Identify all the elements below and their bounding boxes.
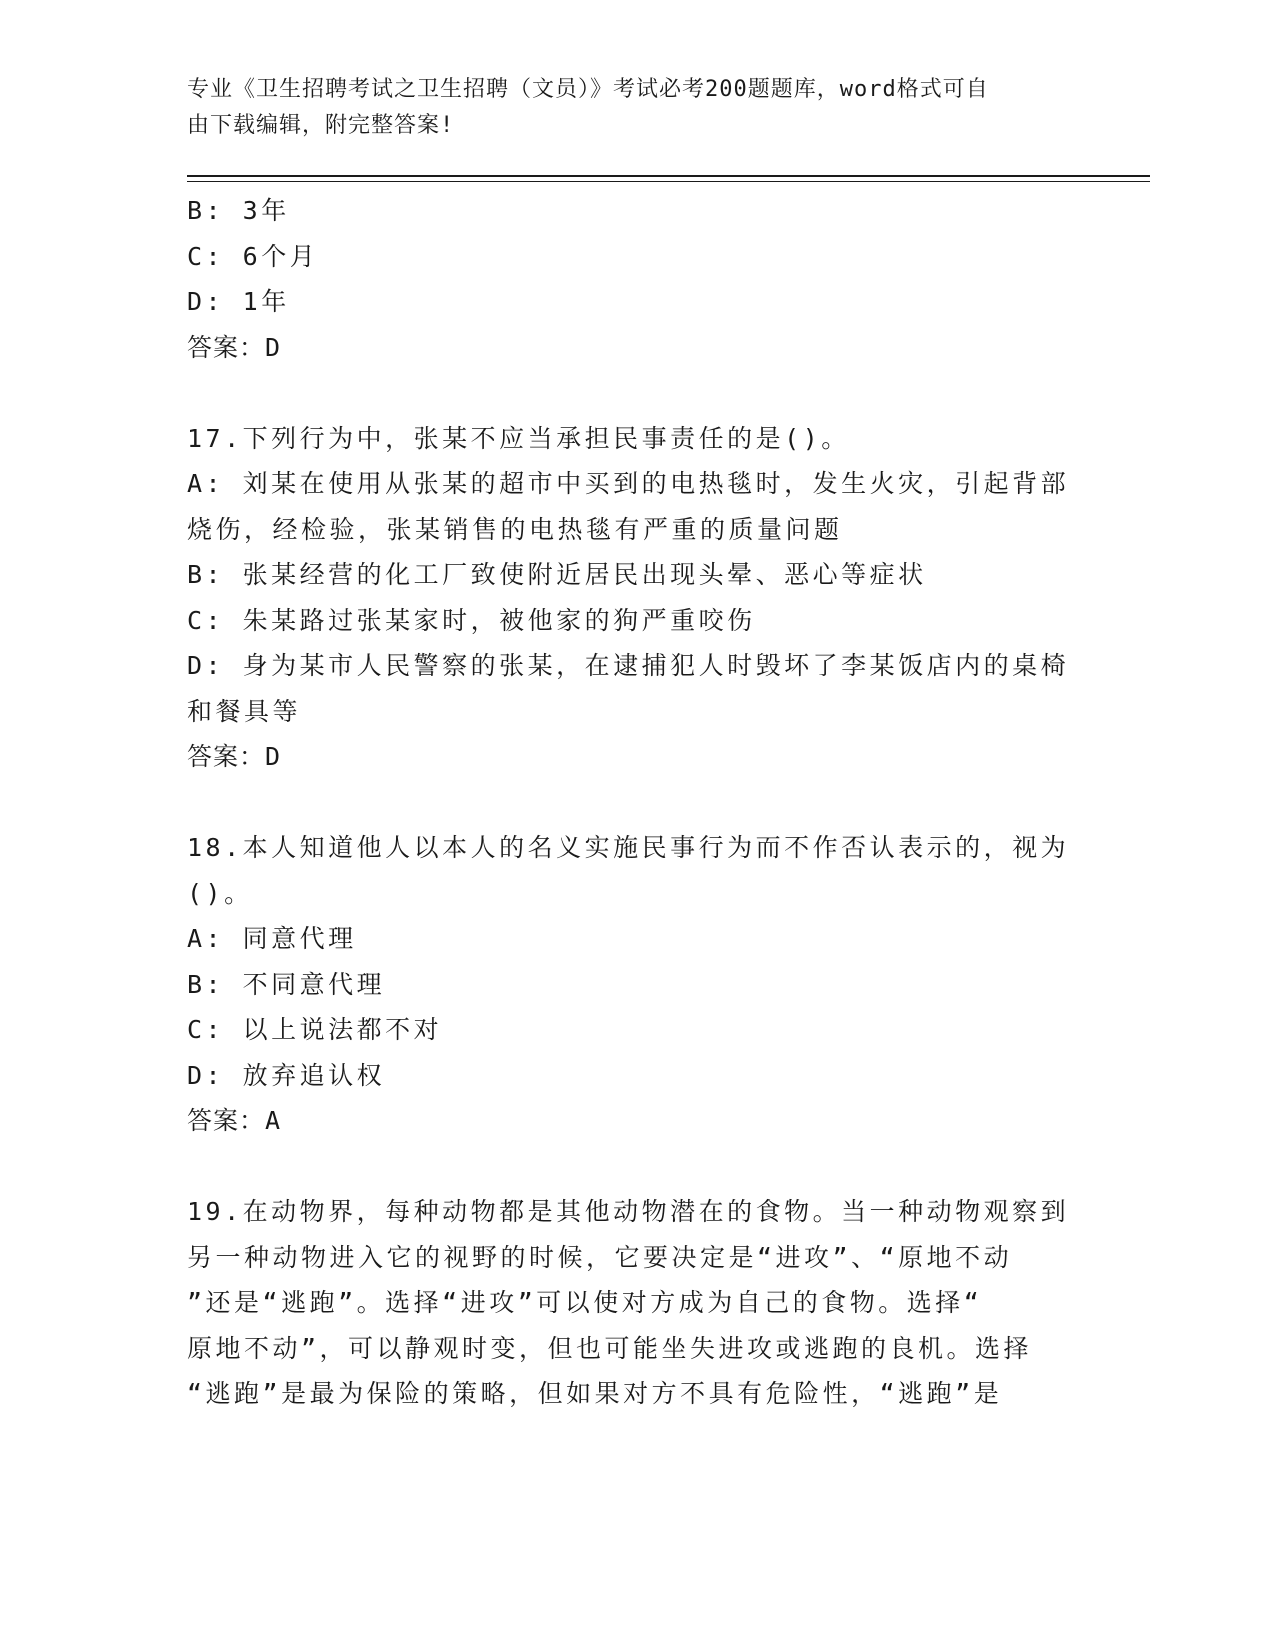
question-text-line-4: 原地不动”，可以静观时变，但也可能坐失进攻或逃跑的良机。选择: [187, 1333, 1033, 1363]
question-text-line-2: ()。: [187, 878, 253, 908]
question-17: [187, 416, 1077, 780]
question-19: [187, 1189, 1077, 1417]
option-b: B: 3年: [187, 196, 290, 225]
answer-label: 答案：: [187, 332, 266, 362]
answer-label: 答案：: [187, 742, 266, 771]
answer-label: 答案：: [187, 1106, 266, 1135]
option-d: D: 1年: [187, 287, 290, 316]
question-text-line-5: “逃跑”是最为保险的策略，但如果对方不具有危险性，“逃跑”是: [187, 1379, 1003, 1408]
answer-value: D: [265, 742, 282, 771]
question-text-line-1: 19.在动物界，每种动物都是其他动物潜在的食物。当一种动物观察到: [187, 1197, 1070, 1226]
option-a-line-2: 烧伤，经检验，张某销售的电热毯有严重的质量问题: [187, 514, 843, 544]
option-c: C: 6个月: [187, 241, 319, 271]
answer-line: [187, 325, 1077, 371]
question-text-line-1: 18.本人知道他人以本人的名义实施民事行为而不作否认表示的，视为: [187, 833, 1070, 862]
question-16-continued: [187, 188, 1077, 370]
header-line-1: 专业《卫生招聘考试之卫生招聘（文员）》考试必考200题题库，word格式可自: [187, 77, 989, 102]
option-c: C: 以上说法都不对: [187, 1015, 443, 1044]
option-b: B: 不同意代理: [187, 969, 386, 999]
document-header: [187, 72, 1067, 144]
question-text-line-3: ”还是“逃跑”。选择“进攻”可以使对方成为自己的食物。选择“: [187, 1288, 983, 1317]
option-c: C: 朱某路过张某家时，被他家的狗严重咬伤: [187, 605, 756, 635]
document-body: [187, 188, 1077, 1417]
answer-line: [187, 734, 1077, 780]
answer-value: D: [265, 332, 282, 362]
header-divider-thick: [187, 175, 1150, 177]
answer-line: [187, 1098, 1077, 1144]
option-b: B: 张某经营的化工厂致使附近居民出现头晕、恶心等症状: [187, 560, 927, 589]
header-divider-thin: [187, 181, 1150, 182]
answer-value: A: [265, 1106, 282, 1135]
question-text: 17.下列行为中，张某不应当承担民事责任的是()。: [187, 423, 850, 453]
option-a-line-1: A: 刘某在使用从张某的超市中买到的电热毯时，发生火灾，引起背部: [187, 469, 1070, 498]
question-text-line-2: 另一种动物进入它的视野的时候，它要决定是“进攻”、“原地不动: [187, 1242, 1013, 1272]
question-18: [187, 825, 1077, 1144]
option-a: A: 同意代理: [187, 924, 357, 953]
header-line-2: 由下载编辑，附完整答案!: [187, 113, 455, 138]
option-d-line-2: 和餐具等: [187, 696, 302, 726]
option-d: D: 放弃追认权: [187, 1060, 386, 1090]
option-d-line-1: D: 身为某市人民警察的张某，在逮捕犯人时毁坏了李某饭店内的桌椅: [187, 651, 1070, 680]
